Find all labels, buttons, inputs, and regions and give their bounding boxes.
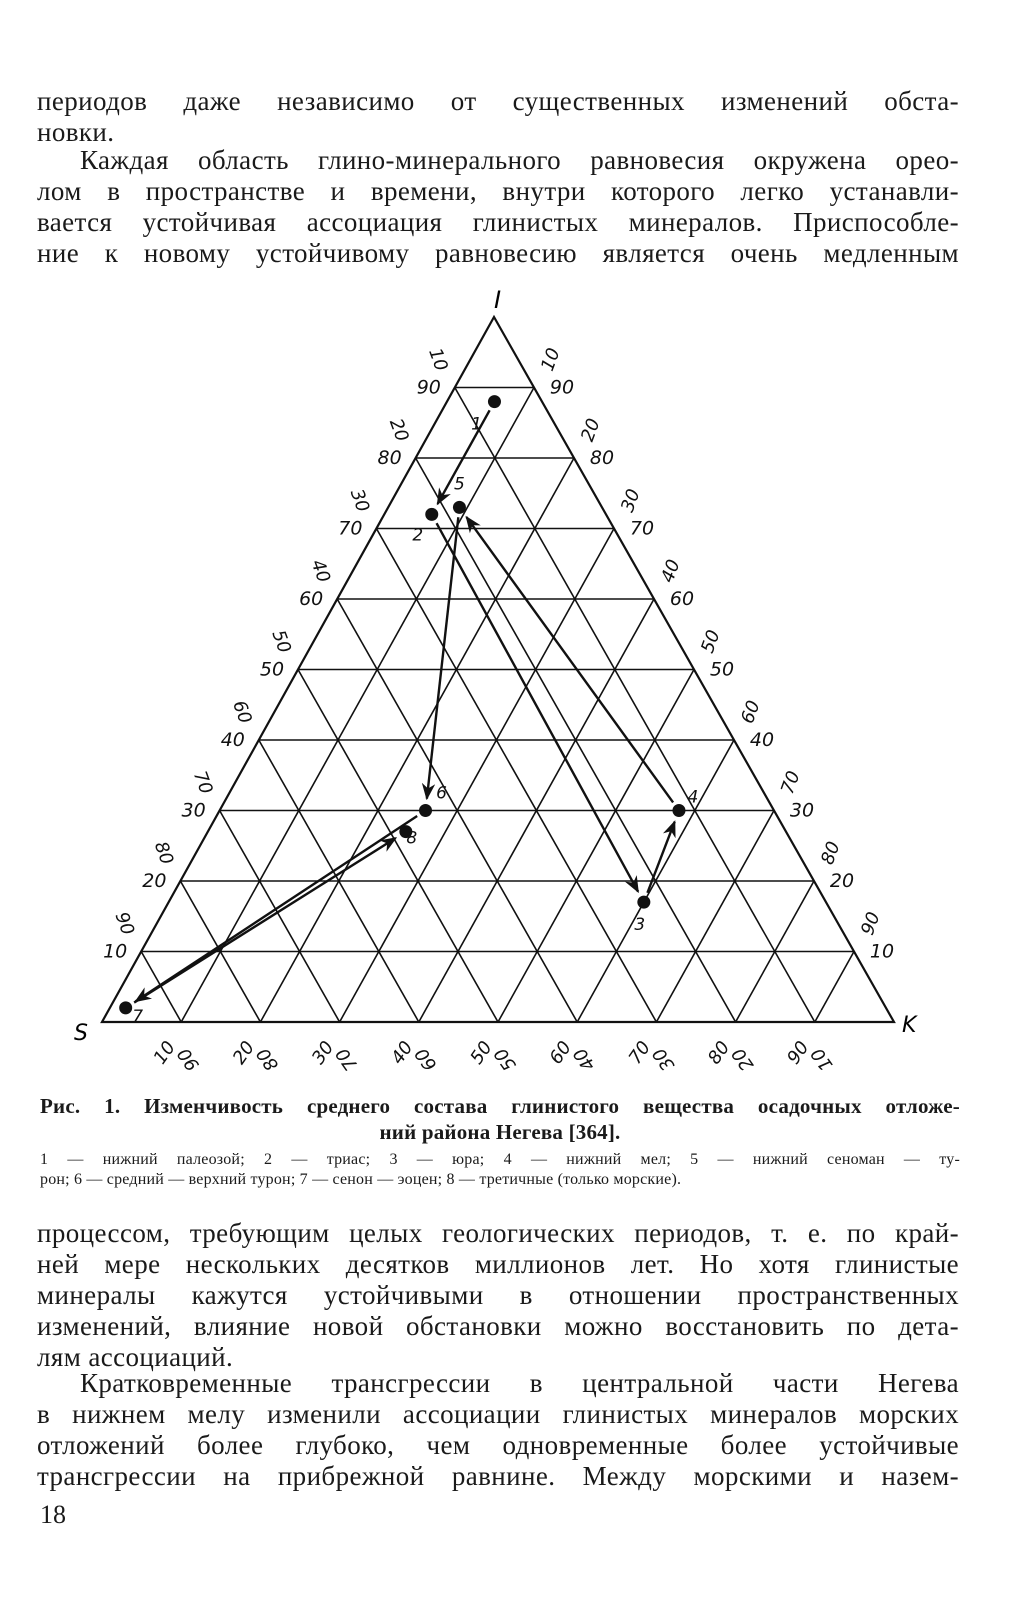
triangle-grid: [102, 317, 894, 1022]
tick-label: 80: [149, 838, 178, 868]
tick-label: 40: [220, 729, 245, 751]
point-label: 5: [454, 474, 465, 495]
text-line: в нижнем мелу изменили ассоциации глинистых минералов морских: [37, 1399, 959, 1429]
data-points: [119, 395, 698, 1027]
tick-label: 90: [416, 376, 441, 399]
text-line: Каждая область глино-минерального равновесия окружена орео-: [80, 145, 959, 175]
tick-label: 30: [307, 1037, 339, 1069]
point-label: 1: [471, 414, 482, 435]
grid-line: [376, 529, 656, 1023]
tick-label: 50: [709, 658, 735, 681]
data-point-2: [425, 508, 438, 521]
tick-label: 70: [629, 517, 655, 540]
arrow-2-3: [437, 523, 639, 891]
paragraph-4: [37, 1368, 959, 1492]
grid-line: [298, 670, 498, 1023]
tick-label: 30: [617, 486, 645, 515]
tick-label: 30: [648, 1043, 680, 1075]
tick-label: 60: [545, 1037, 576, 1069]
caption-line: ний района Негева [364].: [379, 1120, 621, 1144]
tick-label: 80: [252, 1043, 284, 1075]
text-line: изменений, влияние новой обстановки можно восстановить по дета-: [37, 1311, 959, 1341]
tick-label: 10: [103, 940, 128, 963]
text-line: процессом, требующим целых геологических периодов, т. е. по край-: [37, 1218, 959, 1248]
tick-label: 20: [142, 870, 167, 892]
tick-label: 80: [703, 1037, 735, 1069]
tick-label: 20: [228, 1037, 260, 1069]
tick-label: 70: [188, 768, 217, 797]
tick-label: 20: [384, 415, 413, 445]
text-line: ние к новому устойчивому равновесию является очень медленным: [37, 238, 959, 268]
tick-label: 70: [331, 1043, 363, 1075]
tick-label: 70: [338, 517, 363, 540]
tick-label: 30: [345, 486, 374, 515]
tick-label: 10: [869, 940, 895, 963]
text-line: ней мере нескольких десятков миллионов лет. Но хотя глинистые: [37, 1249, 959, 1279]
point-label: 6: [436, 783, 447, 804]
tick-label: 80: [377, 447, 402, 469]
tick-label: 70: [777, 768, 805, 797]
text-line: вается устойчивая ассоциация глинистых минералов. Приспособле-: [37, 207, 959, 237]
tick-label: 90: [549, 376, 575, 399]
tick-label: 50: [259, 658, 285, 681]
grid-line: [340, 529, 614, 1023]
point-label: 7: [132, 1006, 144, 1027]
tick-label: 60: [411, 1043, 442, 1075]
grid-line: [815, 952, 854, 1023]
arrow-7-8: [134, 838, 396, 1003]
legend-line: рон; 6 — средний — верхний турон; 7 — сенон — эоцен; 8 — третичные (только морские).: [40, 1171, 682, 1188]
arrow-5-6: [427, 517, 458, 798]
top-paragraph: [37, 86, 959, 148]
tick-label: 20: [577, 415, 605, 445]
tick-label: 10: [537, 345, 565, 374]
tick-label: 50: [697, 627, 725, 656]
text-line: новки.: [37, 117, 115, 147]
tick-label: 40: [569, 1043, 600, 1075]
tick-label: 10: [424, 345, 452, 374]
tick-label: 50: [267, 627, 295, 656]
text-line: отложений более глубоко, чем одновременные более устойчивые: [37, 1430, 959, 1460]
point-label: 8: [406, 828, 418, 849]
vertex-label-s: S: [74, 1021, 88, 1046]
point-label: 4: [687, 787, 699, 808]
tick-label: 60: [737, 697, 765, 727]
tick-label: 40: [749, 729, 775, 751]
grid-line: [220, 811, 340, 1023]
vertex-label-i: I: [494, 286, 502, 314]
tick-label: 40: [387, 1037, 418, 1069]
vertex-label-k: K: [902, 1013, 917, 1038]
tick-label: 90: [857, 909, 885, 938]
data-point-7: [119, 1001, 132, 1014]
paragraph-2: [37, 145, 959, 269]
tick-label: 80: [817, 838, 845, 868]
point-label: 2: [412, 525, 424, 546]
data-point-5: [453, 501, 466, 514]
tick-label: 70: [624, 1037, 656, 1069]
tick-label: 40: [657, 556, 685, 586]
tick-label: 90: [783, 1037, 814, 1069]
grid-line: [656, 811, 774, 1023]
tick-label: 20: [829, 870, 855, 892]
tick-label: 10: [149, 1037, 180, 1069]
data-point-1: [488, 395, 501, 408]
legend-line: 1 — нижний палеозой; 2 — триас; 3 — юра; 4 — нижний мел; 5 — нижний сеноман — ту-: [40, 1151, 960, 1168]
tick-label: 40: [306, 556, 335, 586]
text-line: лом в пространстве и времени, внутри которого легко устанавли-: [37, 176, 959, 206]
tick-label: 60: [228, 697, 256, 727]
figure-caption: [40, 1093, 960, 1145]
tick-label: 50: [490, 1043, 521, 1075]
ternary-diagram: [60, 280, 960, 1080]
text-line: трансгрессии на прибрежной равнине. Между морскими и назем-: [37, 1461, 959, 1491]
tick-label: 60: [299, 588, 324, 610]
data-point-4: [672, 804, 685, 817]
tick-label: 30: [789, 799, 815, 822]
text-line: минералы кажутся устойчивыми в отношении пространственных: [37, 1280, 959, 1310]
tick-label: 20: [727, 1043, 759, 1075]
tick-label: 80: [589, 447, 615, 469]
tick-label: 90: [173, 1043, 204, 1075]
data-point-3: [637, 896, 650, 909]
figure-legend: [40, 1150, 960, 1190]
tick-label: 90: [110, 909, 139, 938]
arrow-6-7: [136, 816, 417, 1001]
axis-ticks: [103, 345, 894, 1074]
tick-label: 60: [669, 588, 695, 610]
tick-label: 10: [807, 1043, 838, 1075]
caption-line: Рис. 1. Изменчивость среднего состава глинистого вещества осадочных отложе-: [40, 1094, 960, 1118]
page-number: 18: [40, 1500, 66, 1529]
arrow-4-5: [466, 517, 673, 802]
text-line: Кратковременные трансгрессии в центральной части Негева: [80, 1368, 959, 1398]
paragraph-3: [37, 1218, 959, 1373]
point-label: 3: [634, 915, 646, 936]
tick-label: 50: [466, 1037, 497, 1069]
text-line: периодов даже независимо от существенных изменений обста-: [37, 86, 959, 116]
text-line: лям ассоциаций.: [37, 1342, 234, 1372]
tick-label: 30: [181, 799, 206, 822]
data-point-6: [419, 804, 432, 817]
arrow-3-4: [647, 822, 674, 893]
